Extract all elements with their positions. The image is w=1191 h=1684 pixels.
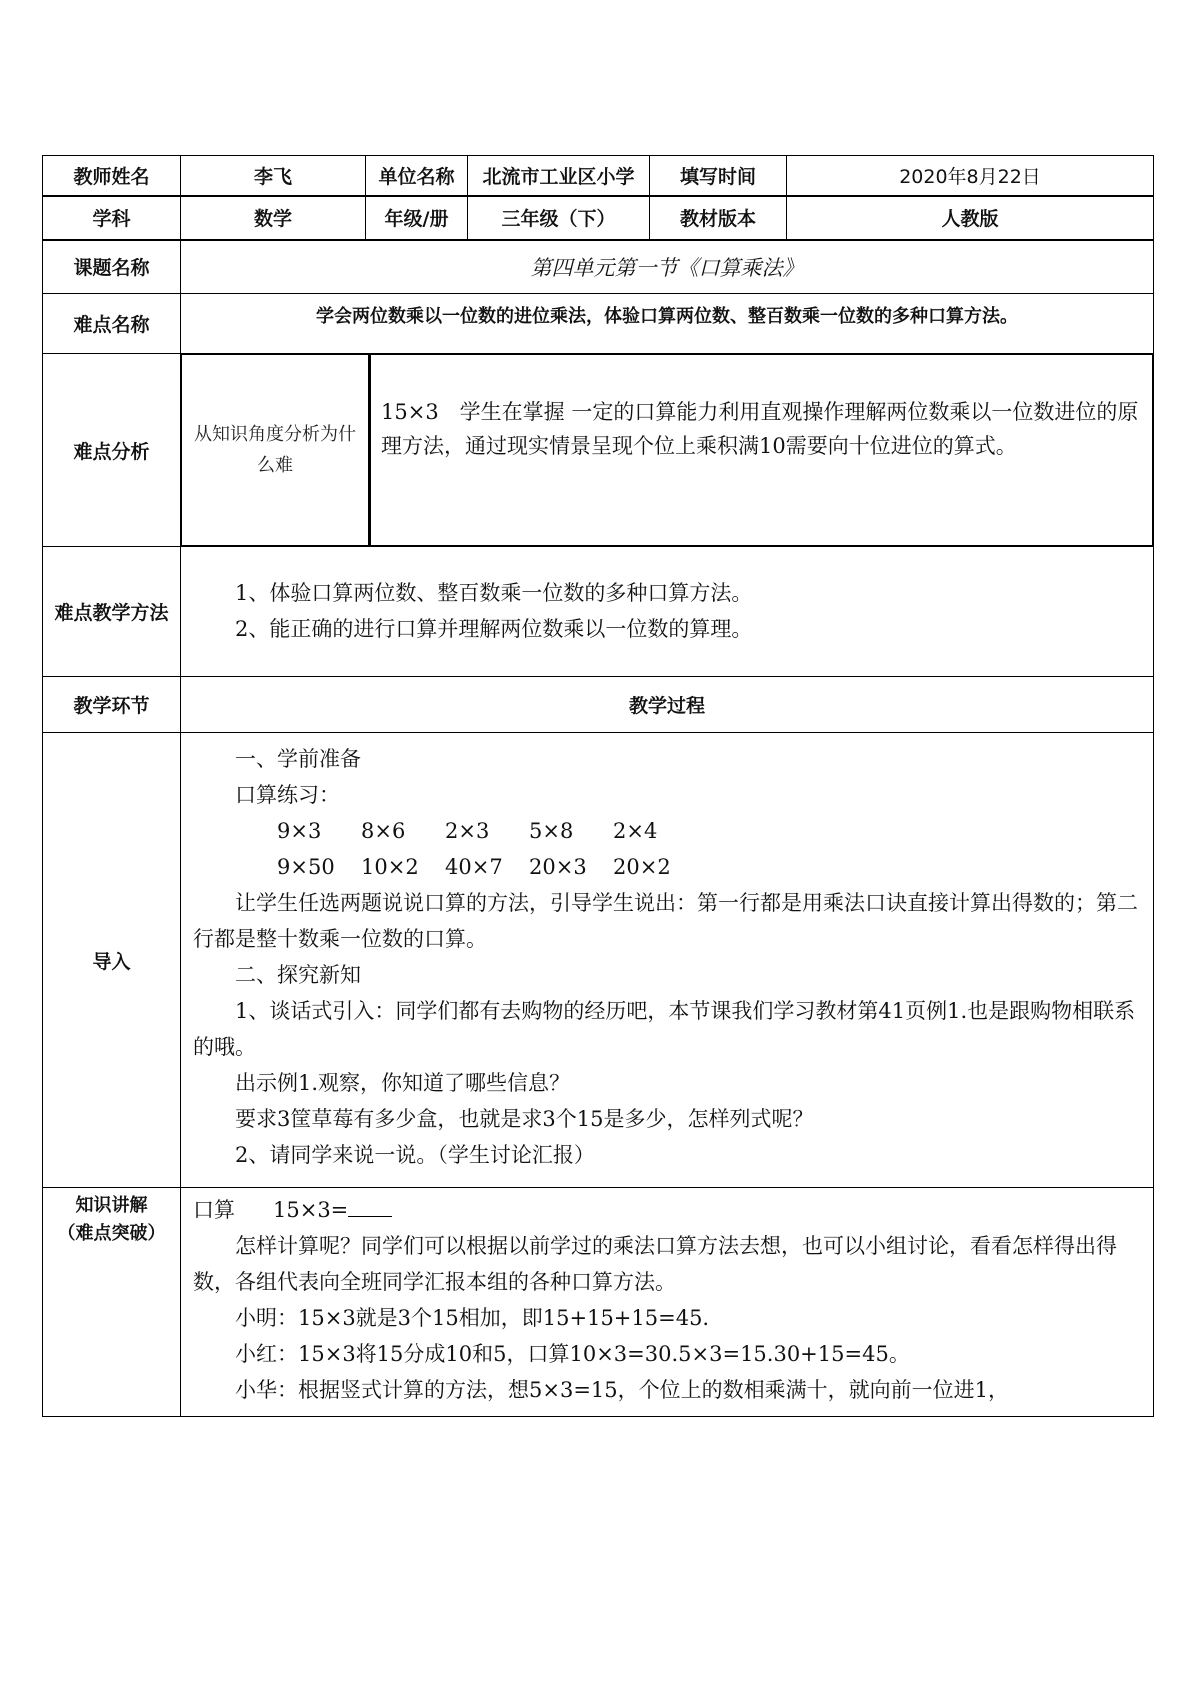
knowledge-label (43, 1188, 181, 1417)
knowledge-label-line-2: （难点突破） (57, 1223, 166, 1244)
difficulty-label: 难点名称 (43, 294, 181, 354)
topic-value: 第四单元第一节《口算乘法》 (181, 240, 1154, 294)
info-row-2 (43, 196, 1154, 240)
method-item-1: 1、体验口算两位数、整百数乘一位数的多种口算方法。 (235, 581, 753, 605)
intro-line: 1、谈话式引入：同学们都有去购物的经历吧，本节课我们学习教材第41页例1.也是跟购物相联系的哦。 (193, 999, 1136, 1059)
method-item-2: 2、能正确的进行口算并理解两位数乘以一位数的算理。 (235, 617, 753, 641)
analysis-text: 15×3 学生在掌握 一定的口算能力利用直观操作理解两位数乘以一位数进位的原理方法，通过现实情景呈现个位上乘积满10需要向十位进位的算式。 (370, 355, 1153, 546)
expr: 20×3 (529, 855, 587, 879)
analysis-inner-table (181, 354, 1153, 546)
oral-label: 口算 (193, 1198, 235, 1222)
difficulty-row (43, 294, 1154, 354)
process-title: 教学过程 (181, 677, 1154, 733)
expr: 8×6 (361, 819, 406, 843)
unit-name-value: 北流市工业区小学 (468, 156, 650, 196)
edition-label: 教材版本 (650, 196, 787, 240)
analysis-angle-text: 从知识角度分析为什么难 (182, 355, 370, 546)
intro-line: 让学生任选两题说说口算的方法，引导学生说出：第一行都是用乘法口诀直接计算出得数的；第二行都是整十数乘一位数的口算。 (193, 891, 1138, 951)
method-label: 难点教学方法 (43, 547, 181, 677)
process-header-row (43, 677, 1154, 733)
expr: 5×8 (529, 819, 574, 843)
expr: 9×3 (277, 819, 322, 843)
expr: 10×2 (361, 855, 419, 879)
analysis-row (43, 354, 1154, 547)
intro-row (43, 733, 1154, 1188)
process-stage-label: 教学环节 (43, 677, 181, 733)
knowledge-first-line (193, 1192, 1141, 1228)
knowledge-line: 小华：根据竖式计算的方法，想5×3=15，个位上的数相乘满十，就向前一位进1， (235, 1378, 1009, 1402)
intro-line: 2、请同学来说一说。（学生讨论汇报） (235, 1143, 595, 1167)
intro-line: 口算练习： (235, 783, 340, 807)
unit-name-label: 单位名称 (366, 156, 468, 196)
knowledge-line: 怎样计算呢？同学们可以根据以前学过的乘法口算方法去想，也可以小组讨论，看看怎样得出得数，各组代表向全班同学汇报本组的各种口算方法。 (193, 1234, 1117, 1294)
topic-label: 课题名称 (43, 240, 181, 294)
expr: 9×50 (277, 855, 335, 879)
intro-line: 一、学前准备 (235, 747, 361, 771)
teacher-name-value: 李飞 (181, 156, 366, 196)
intro-cell (181, 733, 1154, 1188)
analysis-cell (181, 354, 1154, 547)
topic-row (43, 240, 1154, 294)
intro-line: 要求3筐草莓有多少盒，也就是求3个15是多少，怎样列式呢？ (235, 1107, 814, 1131)
expr: 2×3 (445, 819, 490, 843)
grade-label: 年级/册 (366, 196, 468, 240)
knowledge-row (43, 1188, 1154, 1417)
subject-label: 学科 (43, 196, 181, 240)
analysis-label: 难点分析 (43, 354, 181, 547)
edition-value: 人教版 (787, 196, 1154, 240)
oral-practice-row-2 (193, 849, 1141, 885)
fill-date-value: 2020年8月22日 (787, 156, 1154, 196)
lesson-plan-table (42, 155, 1154, 1417)
expr: 2×4 (613, 819, 658, 843)
method-row (43, 547, 1154, 677)
knowledge-label-line-1: 知识讲解 (75, 1195, 148, 1216)
knowledge-line: 小红：15×3将15分成10和5，口算10×3=30.5×3=15.30+15=45。 (235, 1342, 910, 1366)
expr: 40×7 (445, 855, 503, 879)
fill-date-label: 填写时间 (650, 156, 787, 196)
difficulty-value: 学会两位数乘以一位数的进位乘法，体验口算两位数、整百数乘一位数的多种口算方法。 (181, 294, 1154, 354)
teacher-name-label: 教师姓名 (43, 156, 181, 196)
expr: 20×2 (613, 855, 671, 879)
oral-expression: 15×3= (273, 1198, 349, 1222)
answer-blank (348, 1196, 392, 1217)
method-cell (181, 547, 1154, 677)
knowledge-cell (181, 1188, 1154, 1417)
subject-value: 数学 (181, 196, 366, 240)
intro-line: 出示例1.观察，你知道了哪些信息？ (235, 1071, 571, 1095)
oral-practice-row-1 (193, 813, 1141, 849)
intro-line: 二、探究新知 (235, 963, 361, 987)
grade-value: 三年级（下） (468, 196, 650, 240)
intro-label: 导入 (43, 733, 181, 1188)
knowledge-line: 小明：15×3就是3个15相加，即15+15+15=45. (235, 1306, 710, 1330)
info-row-1 (43, 156, 1154, 196)
